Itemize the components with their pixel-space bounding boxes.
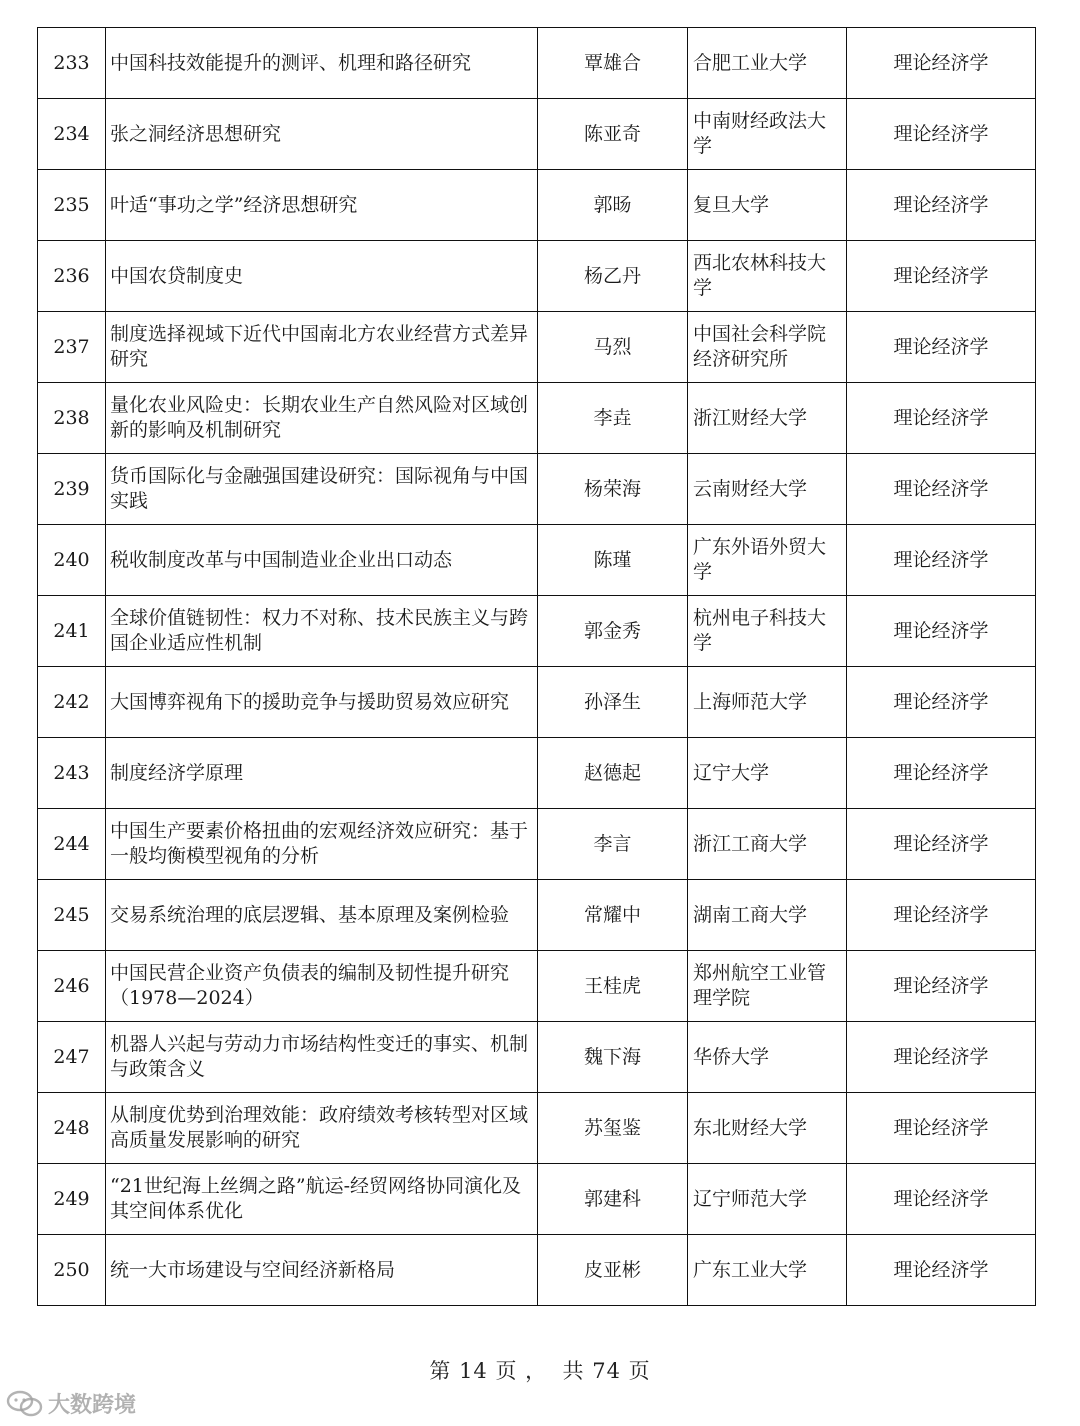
table-row (38, 28, 1036, 99)
project-title-cell: 制度选择视域下近代中国南北方农业经营方式差异研究 (106, 312, 538, 383)
table-row (38, 1235, 1036, 1306)
table-row (38, 667, 1036, 738)
institution-cell: 华侨大学 (688, 1022, 847, 1093)
applicant-name-cell: 陈瑾 (538, 525, 688, 596)
subject-cell: 理论经济学 (847, 1164, 1036, 1235)
subject-cell: 理论经济学 (847, 880, 1036, 951)
table-row (38, 312, 1036, 383)
institution-cell: 云南财经大学 (688, 454, 847, 525)
footer-current-page: 14 (459, 1359, 488, 1383)
row-number-cell: 235 (38, 170, 106, 241)
institution-cell: 复旦大学 (688, 170, 847, 241)
row-number-cell: 244 (38, 809, 106, 880)
project-title-cell: 税收制度改革与中国制造业企业出口动态 (106, 525, 538, 596)
table-row (38, 1093, 1036, 1164)
subject-cell: 理论经济学 (847, 809, 1036, 880)
footer-suffix: 页 (628, 1359, 651, 1383)
project-table (37, 27, 1036, 1306)
table-row (38, 738, 1036, 809)
applicant-name-cell: 常耀中 (538, 880, 688, 951)
applicant-name-cell: 李言 (538, 809, 688, 880)
institution-cell: 东北财经大学 (688, 1093, 847, 1164)
row-number-cell: 245 (38, 880, 106, 951)
applicant-name-cell: 孙泽生 (538, 667, 688, 738)
watermark-text: 大数跨境 (48, 1393, 137, 1418)
institution-cell: 广东外语外贸大学 (688, 525, 847, 596)
project-title-cell: 中国科技效能提升的测评、机理和路径研究 (106, 28, 538, 99)
table-row (38, 454, 1036, 525)
page-footer (0, 1355, 1080, 1385)
applicant-name-cell: 覃雄合 (538, 28, 688, 99)
applicant-name-cell: 郭建科 (538, 1164, 688, 1235)
institution-cell: 西北农林科技大学 (688, 241, 847, 312)
applicant-name-cell: 魏下海 (538, 1022, 688, 1093)
row-number-cell: 250 (38, 1235, 106, 1306)
applicant-name-cell: 皮亚彬 (538, 1235, 688, 1306)
institution-cell: 浙江财经大学 (688, 383, 847, 454)
subject-cell: 理论经济学 (847, 241, 1036, 312)
subject-cell: 理论经济学 (847, 596, 1036, 667)
applicant-name-cell: 杨荣海 (538, 454, 688, 525)
row-number-cell: 239 (38, 454, 106, 525)
applicant-name-cell: 王桂虎 (538, 951, 688, 1022)
table-row (38, 525, 1036, 596)
wechat-logo-icon (6, 1389, 44, 1419)
institution-cell: 上海师范大学 (688, 667, 847, 738)
subject-cell: 理论经济学 (847, 1022, 1036, 1093)
row-number-cell: 246 (38, 951, 106, 1022)
table-body (38, 28, 1036, 1306)
applicant-name-cell: 李垚 (538, 383, 688, 454)
subject-cell: 理论经济学 (847, 383, 1036, 454)
subject-cell: 理论经济学 (847, 1093, 1036, 1164)
subject-cell: 理论经济学 (847, 99, 1036, 170)
table-row (38, 880, 1036, 951)
institution-cell: 中国社会科学院经济研究所 (688, 312, 847, 383)
footer-prefix: 第 (429, 1359, 452, 1383)
institution-cell: 浙江工商大学 (688, 809, 847, 880)
table-row (38, 596, 1036, 667)
row-number-cell: 236 (38, 241, 106, 312)
project-title-cell: 中国生产要素价格扭曲的宏观经济效应研究：基于一般均衡模型视角的分析 (106, 809, 538, 880)
subject-cell: 理论经济学 (847, 738, 1036, 809)
project-title-cell: 全球价值链韧性：权力不对称、技术民族主义与跨国企业适应性机制 (106, 596, 538, 667)
table-row (38, 809, 1036, 880)
applicant-name-cell: 陈亚奇 (538, 99, 688, 170)
project-title-cell: 中国民营企业资产负债表的编制及韧性提升研究（1978—2024） (106, 951, 538, 1022)
institution-cell: 郑州航空工业管理学院 (688, 951, 847, 1022)
institution-cell: 中南财经政法大学 (688, 99, 847, 170)
row-number-cell: 238 (38, 383, 106, 454)
project-title-cell: 从制度优势到治理效能：政府绩效考核转型对区域高质量发展影响的研究 (106, 1093, 538, 1164)
footer-total-pages: 74 (592, 1359, 621, 1383)
table-row (38, 383, 1036, 454)
project-title-cell: 中国农贷制度史 (106, 241, 538, 312)
applicant-name-cell: 马烈 (538, 312, 688, 383)
project-title-cell: 统一大市场建设与空间经济新格局 (106, 1235, 538, 1306)
row-number-cell: 243 (38, 738, 106, 809)
table-row (38, 1022, 1036, 1093)
table-row (38, 241, 1036, 312)
institution-cell: 湖南工商大学 (688, 880, 847, 951)
row-number-cell: 234 (38, 99, 106, 170)
table-row (38, 170, 1036, 241)
table-row (38, 99, 1036, 170)
watermark (6, 1388, 136, 1419)
footer-mid: 页 ， 共 (495, 1359, 585, 1383)
subject-cell: 理论经济学 (847, 525, 1036, 596)
project-title-cell: “21世纪海上丝绸之路”航运-经贸网络协同演化及其空间体系优化 (106, 1164, 538, 1235)
row-number-cell: 249 (38, 1164, 106, 1235)
row-number-cell: 242 (38, 667, 106, 738)
institution-cell: 合肥工业大学 (688, 28, 847, 99)
table-row (38, 1164, 1036, 1235)
institution-cell: 广东工业大学 (688, 1235, 847, 1306)
row-number-cell: 233 (38, 28, 106, 99)
project-title-cell: 大国博弈视角下的援助竞争与援助贸易效应研究 (106, 667, 538, 738)
project-title-cell: 制度经济学原理 (106, 738, 538, 809)
project-title-cell: 张之洞经济思想研究 (106, 99, 538, 170)
project-title-cell: 货币国际化与金融强国建设研究：国际视角与中国实践 (106, 454, 538, 525)
row-number-cell: 237 (38, 312, 106, 383)
row-number-cell: 248 (38, 1093, 106, 1164)
applicant-name-cell: 苏玺鉴 (538, 1093, 688, 1164)
project-title-cell: 叶适“事功之学”经济思想研究 (106, 170, 538, 241)
applicant-name-cell: 郭金秀 (538, 596, 688, 667)
project-title-cell: 交易系统治理的底层逻辑、基本原理及案例检验 (106, 880, 538, 951)
row-number-cell: 240 (38, 525, 106, 596)
subject-cell: 理论经济学 (847, 454, 1036, 525)
subject-cell: 理论经济学 (847, 1235, 1036, 1306)
subject-cell: 理论经济学 (847, 951, 1036, 1022)
institution-cell: 杭州电子科技大学 (688, 596, 847, 667)
applicant-name-cell: 赵德起 (538, 738, 688, 809)
subject-cell: 理论经济学 (847, 312, 1036, 383)
institution-cell: 辽宁师范大学 (688, 1164, 847, 1235)
row-number-cell: 247 (38, 1022, 106, 1093)
table-row (38, 951, 1036, 1022)
project-title-cell: 机器人兴起与劳动力市场结构性变迁的事实、机制与政策含义 (106, 1022, 538, 1093)
subject-cell: 理论经济学 (847, 170, 1036, 241)
institution-cell: 辽宁大学 (688, 738, 847, 809)
applicant-name-cell: 郭旸 (538, 170, 688, 241)
row-number-cell: 241 (38, 596, 106, 667)
project-title-cell: 量化农业风险史：长期农业生产自然风险对区域创新的影响及机制研究 (106, 383, 538, 454)
subject-cell: 理论经济学 (847, 28, 1036, 99)
applicant-name-cell: 杨乙丹 (538, 241, 688, 312)
subject-cell: 理论经济学 (847, 667, 1036, 738)
